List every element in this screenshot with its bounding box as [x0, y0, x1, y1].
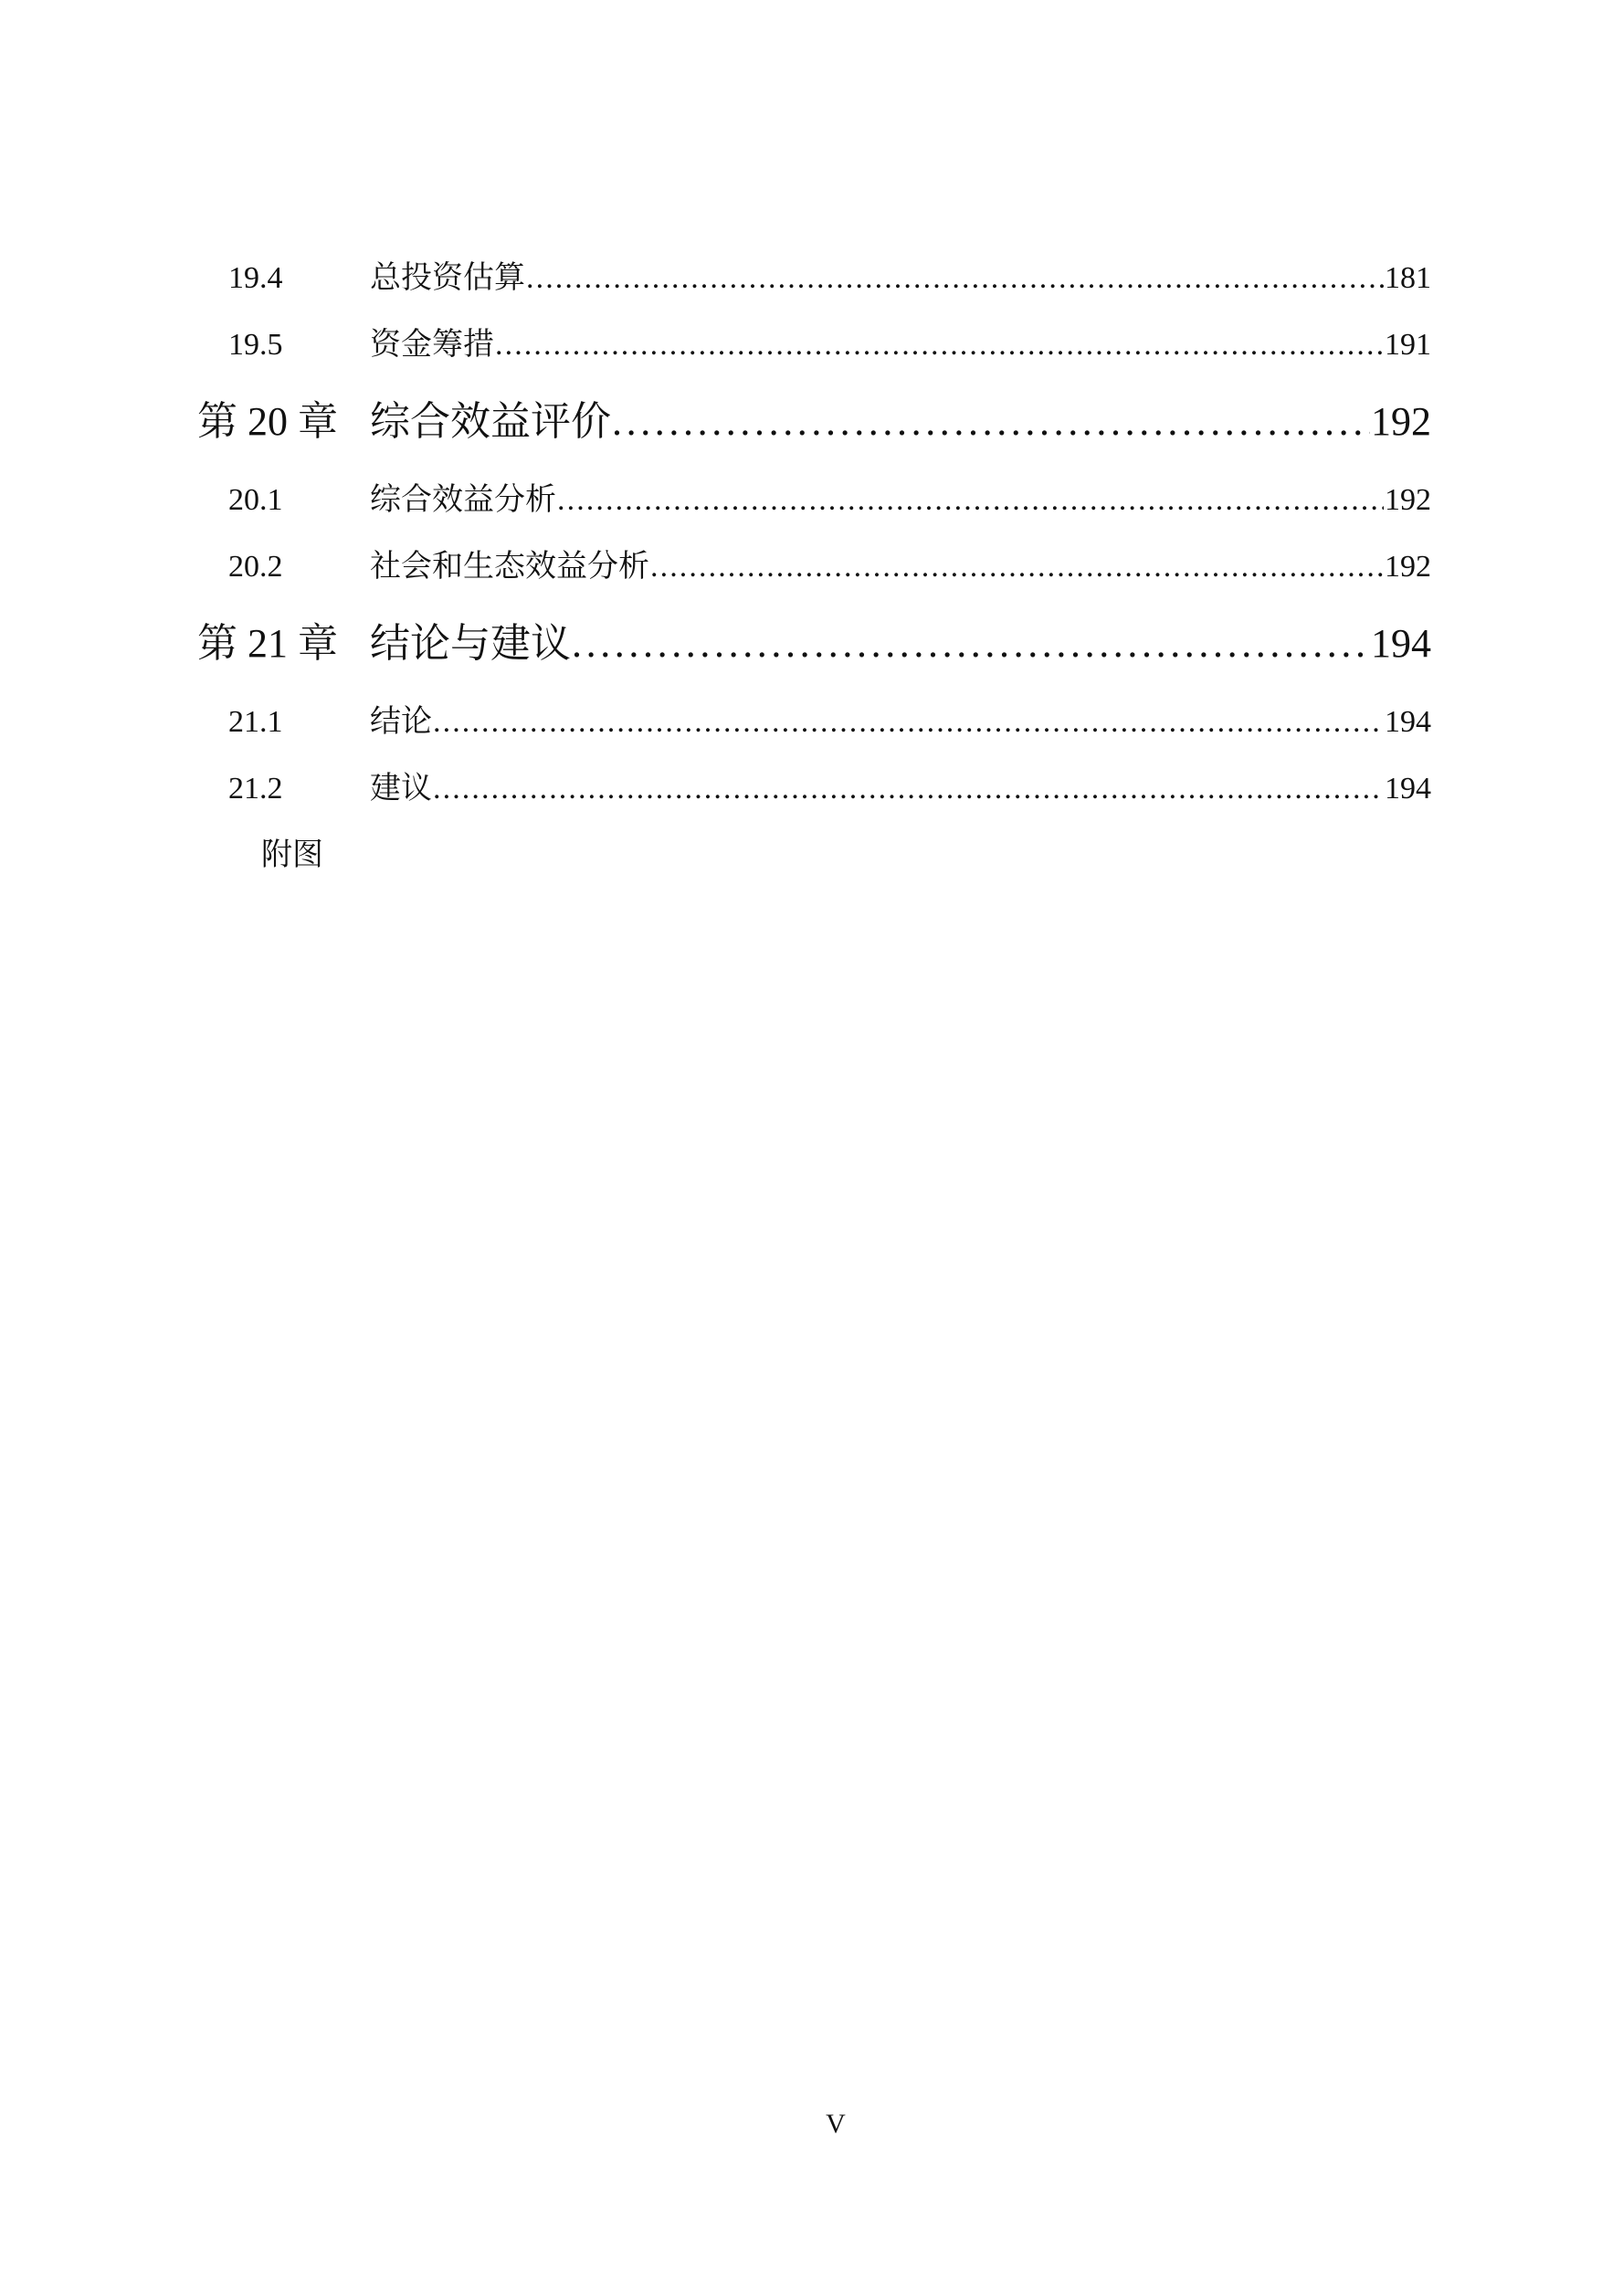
toc-chapter-title: 综合效益评价: [370, 399, 611, 444]
toc-appendix[interactable]: 附图: [261, 838, 323, 872]
toc-entry-row: [370, 704, 1431, 741]
toc-entry-row: [370, 482, 1431, 519]
toc-entry-number: 21.1: [228, 705, 283, 739]
toc-entry-number: 19.5: [228, 328, 283, 362]
dot-leader: [495, 327, 1384, 363]
toc-entry-20-1[interactable]: [0, 482, 1623, 519]
toc-entry-title: 资金筹措: [370, 328, 494, 362]
toc-entry-row: [370, 771, 1431, 807]
toc-entry-page: 191: [1385, 328, 1431, 362]
toc-entry-page: 192: [1385, 550, 1431, 584]
toc-entry-chapter-20[interactable]: [0, 399, 1623, 445]
dot-leader: [557, 482, 1384, 519]
toc-entry-row: [370, 621, 1431, 667]
toc-entry-number: 21.2: [228, 772, 283, 806]
toc-entry-19-4[interactable]: [0, 260, 1623, 297]
toc-entry-page: 192: [1371, 399, 1431, 444]
toc-chapter-number: 第 21 章: [197, 621, 338, 666]
toc-entry-number: 20.2: [228, 550, 283, 584]
toc-entry-row: [370, 549, 1431, 585]
toc-entry-row: [370, 260, 1431, 297]
toc-entry-19-5[interactable]: [0, 327, 1623, 363]
dot-leader: [612, 399, 1370, 445]
toc-entry-page: 194: [1371, 621, 1431, 666]
toc-entry-21-1[interactable]: [0, 704, 1623, 741]
toc-entry-page: 194: [1385, 705, 1431, 739]
toc-entry-chapter-21[interactable]: [0, 621, 1623, 667]
toc-entry-title: 社会和生态效益分析: [370, 550, 649, 584]
dot-leader: [433, 771, 1384, 807]
toc-entry-row: [370, 399, 1431, 445]
toc-entry-page: 194: [1385, 772, 1431, 806]
toc-entry-title: 总投资估算: [370, 261, 525, 295]
toc-chapter-title: 结论与建议: [370, 621, 571, 666]
dot-leader: [572, 621, 1370, 667]
dot-leader: [650, 549, 1384, 585]
toc-entry-21-2[interactable]: [0, 771, 1623, 807]
toc-entry-page: 181: [1385, 261, 1431, 295]
toc-chapter-number: 第 20 章: [197, 399, 338, 444]
toc-entry-20-2[interactable]: [0, 549, 1623, 585]
dot-leader: [433, 704, 1384, 741]
dot-leader: [526, 260, 1384, 297]
toc-entry-title: 结论: [370, 705, 432, 739]
toc-entry-title: 综合效益分析: [370, 483, 556, 517]
toc-entry-row: [370, 327, 1431, 363]
toc-entry-page: 192: [1385, 483, 1431, 517]
toc-entry-number: 20.1: [228, 483, 283, 517]
page-number: V: [826, 2109, 846, 2139]
toc-entry-number: 19.4: [228, 261, 283, 295]
toc-entry-title: 建议: [370, 772, 432, 806]
